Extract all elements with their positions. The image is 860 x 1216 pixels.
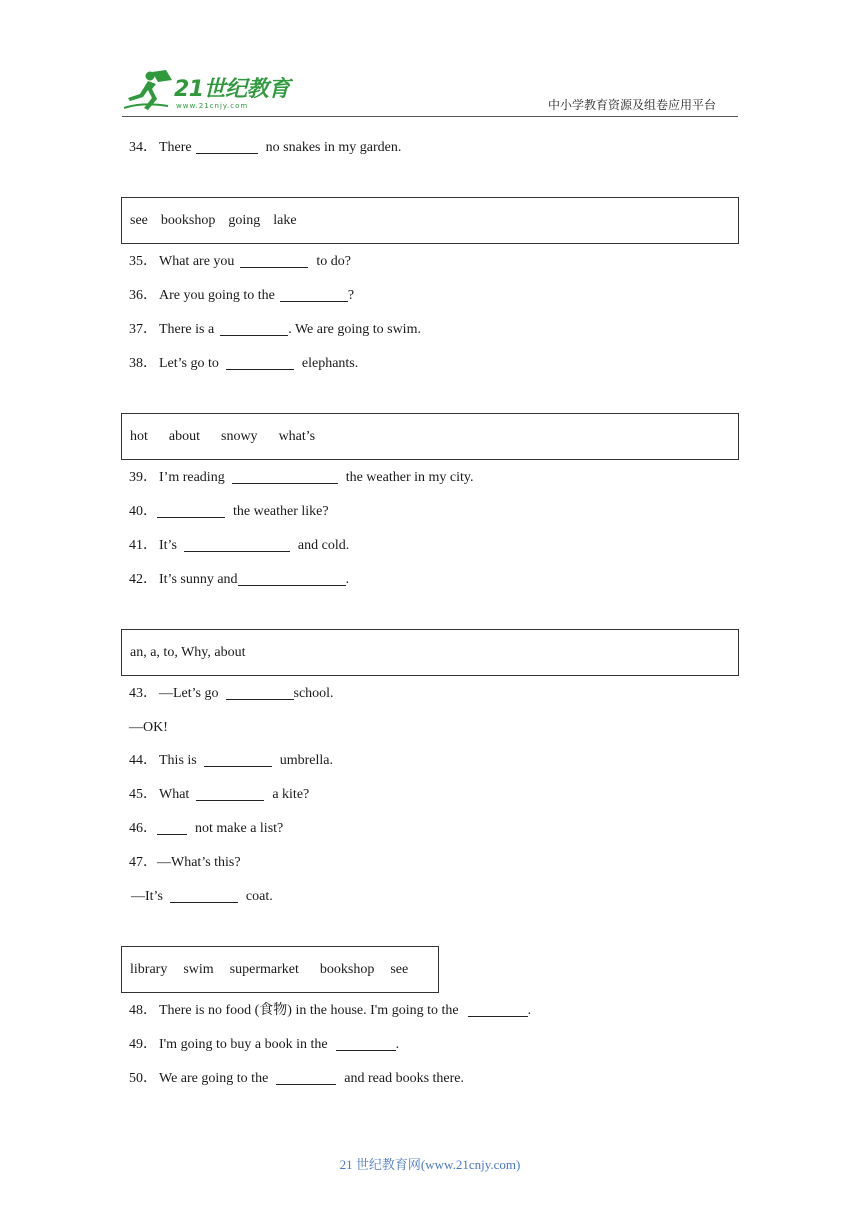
question-text-after: and read books there.	[344, 1071, 465, 1086]
question-48	[129, 1002, 531, 1020]
question-number: 41．	[129, 538, 157, 553]
word-bank-box	[121, 197, 739, 244]
answer-blank[interactable]	[226, 685, 294, 700]
question-text-before: —It’s	[131, 889, 163, 904]
question-text-after: elephants.	[301, 356, 359, 371]
word-bank-word: bookshop	[319, 962, 375, 977]
question-number: 47．	[129, 855, 157, 870]
question-number: 34．	[129, 140, 157, 155]
question-38	[129, 355, 358, 373]
answer-blank[interactable]	[157, 503, 225, 518]
question-50	[129, 1070, 464, 1088]
word-bank-box	[121, 413, 739, 460]
answer-blank[interactable]	[240, 253, 308, 268]
answer-blank[interactable]	[157, 820, 187, 835]
question-number: 44．	[129, 753, 157, 768]
answer-blank[interactable]	[184, 537, 290, 552]
question-text-before: There is no food (食物) in the house. I'm going to the	[159, 1003, 459, 1018]
question-45	[129, 786, 309, 804]
question-text-before: I’m reading	[159, 470, 225, 485]
question-number: 36．	[129, 288, 157, 303]
question-47-answer-line	[129, 888, 273, 906]
question-text: —What’s this?	[157, 855, 241, 870]
word-bank-word: what’s	[278, 429, 316, 444]
answer-blank[interactable]	[232, 469, 338, 484]
question-text-before: —Let’s go	[159, 686, 219, 701]
word-bank-word: see	[130, 213, 148, 228]
answer-blank[interactable]	[196, 786, 264, 801]
question-47	[129, 854, 241, 872]
word-bank-word: supermarket	[229, 962, 299, 977]
question-number: 45．	[129, 787, 157, 802]
question-text-after: no snakes in my garden.	[265, 140, 402, 155]
question-text-before: There is a	[159, 322, 215, 337]
word-bank-word: an, a, to, Why, about	[130, 645, 246, 660]
question-text-before: Are you going to the	[159, 288, 275, 303]
answer-blank[interactable]	[336, 1036, 396, 1051]
question-text-after: . We are going to swim.	[288, 322, 421, 337]
question-34	[129, 139, 401, 157]
question-text-after: to do?	[316, 254, 352, 269]
answer-blank[interactable]	[170, 888, 238, 903]
question-40	[129, 503, 329, 521]
answer-blank[interactable]	[226, 355, 294, 370]
question-text-after: coat.	[245, 889, 273, 904]
question-text-before: What	[159, 787, 190, 802]
question-36	[129, 287, 354, 305]
header-platform-name: 中小学教育资源及组卷应用平台	[548, 98, 717, 112]
question-text-after: ?	[347, 288, 355, 303]
word-bank-word: library	[130, 962, 168, 977]
question-text-after: a kite?	[272, 787, 310, 802]
question-35	[129, 253, 351, 271]
question-text-before: It’s	[159, 538, 177, 553]
word-bank-word: going	[228, 213, 261, 228]
question-text-after: umbrella.	[279, 753, 333, 768]
question-44	[129, 752, 333, 770]
question-39	[129, 469, 473, 487]
question-43-reply: —OK!	[129, 720, 168, 735]
question-text-after: not make a list?	[195, 821, 284, 836]
question-text-before: This is	[159, 753, 197, 768]
answer-blank[interactable]	[238, 571, 346, 586]
footer-source: 21 世纪教育网(www.21cnjy.com)	[339, 1157, 521, 1172]
question-text-after: .	[527, 1003, 532, 1018]
question-number: 40．	[129, 504, 157, 519]
answer-blank[interactable]	[204, 752, 272, 767]
question-text-after: .	[345, 572, 350, 587]
question-text-before: Let’s go to	[159, 356, 219, 371]
logo-url: www.21cnjy.com	[176, 102, 249, 110]
answer-blank[interactable]	[280, 287, 348, 302]
question-number: 37．	[129, 322, 157, 337]
word-bank-word: lake	[273, 213, 297, 228]
question-number: 46．	[129, 821, 157, 836]
word-bank-word: swim	[183, 962, 214, 977]
runner-logo-icon	[122, 68, 178, 114]
question-text-before: What are you	[159, 254, 235, 269]
question-text-after: and cold.	[297, 538, 350, 553]
word-bank-word: about	[168, 429, 200, 444]
question-42	[129, 571, 349, 589]
word-bank-box	[121, 946, 439, 993]
question-number: 39．	[129, 470, 157, 485]
question-43	[129, 685, 334, 703]
question-number: 49．	[129, 1037, 157, 1052]
word-bank-box	[121, 629, 739, 676]
answer-blank[interactable]	[468, 1002, 528, 1017]
question-text-before: I'm going to buy a book in the	[159, 1037, 328, 1052]
logo	[122, 68, 292, 114]
question-text-after: school.	[293, 686, 334, 701]
answer-blank[interactable]	[276, 1070, 336, 1085]
question-text-after: the weather in my city.	[345, 470, 474, 485]
logo-text: 21世纪教育	[174, 77, 290, 102]
answer-blank[interactable]	[220, 321, 288, 336]
question-number: 35．	[129, 254, 157, 269]
question-text-after: .	[395, 1037, 400, 1052]
word-bank-word: hot	[130, 429, 148, 444]
question-41	[129, 537, 349, 555]
question-number: 48．	[129, 1003, 157, 1018]
word-bank-word: bookshop	[160, 213, 216, 228]
question-37	[129, 321, 421, 339]
question-number: 50．	[129, 1071, 157, 1086]
question-text-before: There	[159, 140, 192, 155]
word-bank-word: see	[390, 962, 409, 977]
question-text-before: We are going to the	[159, 1071, 269, 1086]
question-number: 38．	[129, 356, 157, 371]
question-number: 43．	[129, 686, 157, 701]
word-bank-word: snowy	[221, 429, 258, 444]
question-number: 42．	[129, 572, 157, 587]
question-49	[129, 1036, 399, 1054]
header-divider	[122, 116, 738, 117]
question-46	[129, 820, 283, 838]
question-text-before: It’s sunny and	[159, 572, 238, 587]
answer-blank[interactable]	[196, 139, 258, 154]
question-text-after: the weather like?	[233, 504, 329, 519]
